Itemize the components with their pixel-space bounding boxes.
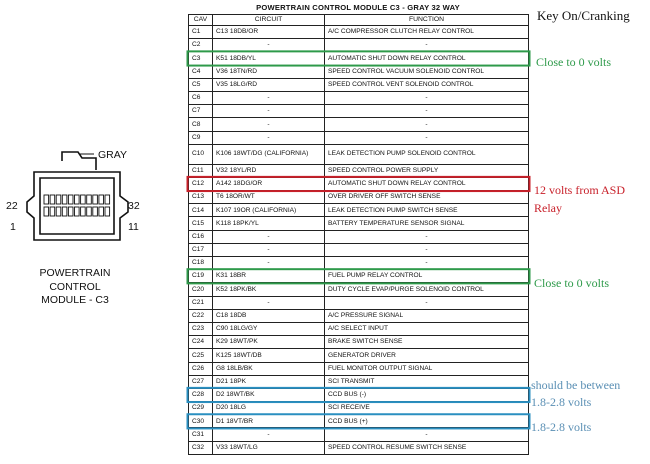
highlight-box-c28 xyxy=(188,388,530,402)
pin-1-label: 1 xyxy=(10,221,16,233)
circuit-cell: C18 18DB xyxy=(213,309,325,322)
function-cell: - xyxy=(325,118,529,131)
function-cell: - xyxy=(325,105,529,118)
circuit-cell: K107 19OR (CALIFORNIA) xyxy=(213,204,325,217)
cav-cell: C1 xyxy=(189,26,213,39)
cav-cell: C20 xyxy=(189,283,213,296)
highlight-box-c19 xyxy=(188,269,530,283)
function-cell: A/C PRESSURE SIGNAL xyxy=(325,309,529,322)
function-cell: CCD BUS (-) xyxy=(325,388,529,401)
connector-tab xyxy=(62,152,96,170)
function-cell: FUEL PUMP RELAY CONTROL xyxy=(325,270,529,283)
cav-cell: C3 xyxy=(189,52,213,65)
connector-pin xyxy=(68,207,73,216)
circuit-cell: - xyxy=(213,91,325,104)
note-c19: Close to 0 volts xyxy=(534,276,610,290)
function-cell: GENERATOR DRIVER xyxy=(325,349,529,362)
circuit-cell: T6 18OR/WT xyxy=(213,191,325,204)
connector-housing xyxy=(27,172,128,240)
connector-pin xyxy=(75,207,80,216)
caption-line-1: POWERTRAIN xyxy=(39,267,111,279)
cav-cell: C19 xyxy=(189,270,213,283)
connector-pin xyxy=(56,195,61,204)
connector-pin xyxy=(81,207,86,216)
connector-pin xyxy=(68,195,73,204)
circuit-cell: V35 18LG/RD xyxy=(213,78,325,91)
function-cell: - xyxy=(325,230,529,243)
function-cell: SPEED CONTROL VACUUM SOLENOID CONTROL xyxy=(325,65,529,78)
connector-pin xyxy=(87,195,92,204)
connector-inner-frame xyxy=(40,178,114,234)
connector-pin xyxy=(105,207,110,216)
circuit-cell: V33 18WT/LG xyxy=(213,441,325,454)
note-c12-line-2: Relay xyxy=(534,201,562,215)
cav-cell: C26 xyxy=(189,362,213,375)
circuit-cell: K51 18DB/YL xyxy=(213,52,325,65)
cav-cell: C28 xyxy=(189,388,213,401)
header-cav: CAV xyxy=(189,15,213,26)
highlight-box-c12 xyxy=(188,177,530,191)
connector-pin xyxy=(99,195,104,204)
function-cell: - xyxy=(325,243,529,256)
circuit-cell: - xyxy=(213,243,325,256)
cav-cell: C14 xyxy=(189,204,213,217)
cav-cell: C7 xyxy=(189,105,213,118)
connector-pin xyxy=(62,207,67,216)
connector-pin xyxy=(105,195,110,204)
circuit-cell: - xyxy=(213,105,325,118)
function-cell: - xyxy=(325,39,529,52)
function-cell: A/C SELECT INPUT xyxy=(325,322,529,335)
header-function: FUNCTION xyxy=(325,15,529,26)
cav-cell: C13 xyxy=(189,191,213,204)
cav-cell: C10 xyxy=(189,144,213,164)
cav-cell: C15 xyxy=(189,217,213,230)
connector-pin xyxy=(81,195,86,204)
cav-cell: C18 xyxy=(189,257,213,270)
cav-cell: C12 xyxy=(189,177,213,190)
key-on-heading: Key On/Cranking xyxy=(537,8,630,23)
circuit-cell: - xyxy=(213,428,325,441)
function-cell: FUEL MONITOR OUTPUT SIGNAL xyxy=(325,362,529,375)
circuit-cell: - xyxy=(213,257,325,270)
module-caption xyxy=(20,267,130,308)
function-cell: - xyxy=(325,257,529,270)
pin-grid xyxy=(44,195,110,216)
connector-pin xyxy=(56,207,61,216)
note-c30: 1.8-2.8 volts xyxy=(531,420,592,434)
connector-pin xyxy=(75,195,80,204)
function-cell: SCI TRANSMIT xyxy=(325,375,529,388)
function-cell: AUTOMATIC SHUT DOWN RELAY CONTROL xyxy=(325,177,529,190)
function-cell: - xyxy=(325,131,529,144)
function-cell: BATTERY TEMPERATURE SENSOR SIGNAL xyxy=(325,217,529,230)
cav-cell: C6 xyxy=(189,91,213,104)
pin-11-label: 11 xyxy=(128,221,139,233)
circuit-cell: K31 18BR xyxy=(213,270,325,283)
cav-cell: C11 xyxy=(189,164,213,177)
circuit-cell: G8 18LB/BK xyxy=(213,362,325,375)
circuit-cell: D1 18VT/BR xyxy=(213,415,325,428)
cav-cell: C32 xyxy=(189,441,213,454)
circuit-cell: V32 18YL/RD xyxy=(213,164,325,177)
gray-label: GRAY xyxy=(98,149,127,161)
function-cell: AUTOMATIC SHUT DOWN RELAY CONTROL xyxy=(325,52,529,65)
circuit-cell: D2 18WT/BK xyxy=(213,388,325,401)
circuit-cell: K118 18PK/YL xyxy=(213,217,325,230)
note-c28-line-2: 1.8-2.8 volts xyxy=(531,395,592,409)
highlight-box-c30 xyxy=(188,414,530,428)
highlight-box-c3 xyxy=(188,51,530,65)
cav-cell: C9 xyxy=(189,131,213,144)
circuit-cell: K52 18PK/BK xyxy=(213,283,325,296)
pin-32-label: 32 xyxy=(128,200,140,212)
cav-cell: C2 xyxy=(189,39,213,52)
circuit-cell: K106 18WT/DG (CALIFORNIA) xyxy=(213,144,325,164)
circuit-cell: D21 18PK xyxy=(213,375,325,388)
caption-line-3: MODULE - C3 xyxy=(41,294,109,307)
caption-line-2: CONTROL xyxy=(49,280,101,293)
function-cell: - xyxy=(325,428,529,441)
function-cell: BRAKE SWITCH SENSE xyxy=(325,336,529,349)
function-cell: A/C COMPRESSOR CLUTCH RELAY CONTROL xyxy=(325,26,529,39)
note-c3: Close to 0 volts xyxy=(536,55,612,69)
function-cell: - xyxy=(325,91,529,104)
circuit-cell: - xyxy=(213,118,325,131)
connector-pin xyxy=(50,207,55,216)
cav-cell: C25 xyxy=(189,349,213,362)
cav-cell: C4 xyxy=(189,65,213,78)
cav-cell: C24 xyxy=(189,336,213,349)
function-cell: SPEED CONTROL POWER SUPPLY xyxy=(325,164,529,177)
circuit-cell: - xyxy=(213,39,325,52)
connector-pin xyxy=(99,207,104,216)
connector-pin xyxy=(44,195,49,204)
circuit-cell: V36 18TN/RD xyxy=(213,65,325,78)
cav-cell: C29 xyxy=(189,402,213,415)
cav-cell: C22 xyxy=(189,309,213,322)
cav-cell: C17 xyxy=(189,243,213,256)
function-cell: - xyxy=(325,296,529,309)
connector-pin xyxy=(93,195,98,204)
circuit-cell: - xyxy=(213,230,325,243)
cav-cell: C27 xyxy=(189,375,213,388)
cav-cell: C8 xyxy=(189,118,213,131)
function-cell: SPEED CONTROL RESUME SWITCH SENSE xyxy=(325,441,529,454)
circuit-cell: - xyxy=(213,131,325,144)
connector-pin xyxy=(93,207,98,216)
circuit-cell: K29 18WT/PK xyxy=(213,336,325,349)
connector-pin xyxy=(50,195,55,204)
function-cell: LEAK DETECTION PUMP SWITCH SENSE xyxy=(325,204,529,217)
pin-22-label: 22 xyxy=(6,200,18,212)
circuit-cell: D20 18LG xyxy=(213,402,325,415)
cav-cell: C21 xyxy=(189,296,213,309)
function-cell: OVER DRIVER OFF SWITCH SENSE xyxy=(325,191,529,204)
cav-cell: C23 xyxy=(189,322,213,335)
function-cell: SPEED CONTROL VENT SOLENOID CONTROL xyxy=(325,78,529,91)
function-cell: CCD BUS (+) xyxy=(325,415,529,428)
circuit-cell: C90 18LG/GY xyxy=(213,322,325,335)
circuit-cell: A142 18DG/OR xyxy=(213,177,325,190)
function-cell: LEAK DETECTION PUMP SOLENOID CONTROL xyxy=(325,144,529,164)
function-cell: SCI RECEIVE xyxy=(325,402,529,415)
circuit-cell: C13 18DB/OR xyxy=(213,26,325,39)
connector-pin xyxy=(62,195,67,204)
cav-cell: C30 xyxy=(189,415,213,428)
cav-cell: C16 xyxy=(189,230,213,243)
header-circuit: CIRCUIT xyxy=(213,15,325,26)
note-c28-line-1: should be between xyxy=(531,378,621,392)
circuit-cell: - xyxy=(213,296,325,309)
cav-cell: C5 xyxy=(189,78,213,91)
circuit-cell: K125 18WT/DB xyxy=(213,349,325,362)
function-cell: DUTY CYCLE EVAP/PURGE SOLENOID CONTROL xyxy=(325,283,529,296)
note-c12-line-1: 12 volts from ASD xyxy=(534,183,626,197)
table-title: POWERTRAIN CONTROL MODULE C3 - GRAY 32 WAY xyxy=(256,3,460,12)
cav-cell: C31 xyxy=(189,428,213,441)
connector-pin xyxy=(87,207,92,216)
connector-pin xyxy=(44,207,49,216)
